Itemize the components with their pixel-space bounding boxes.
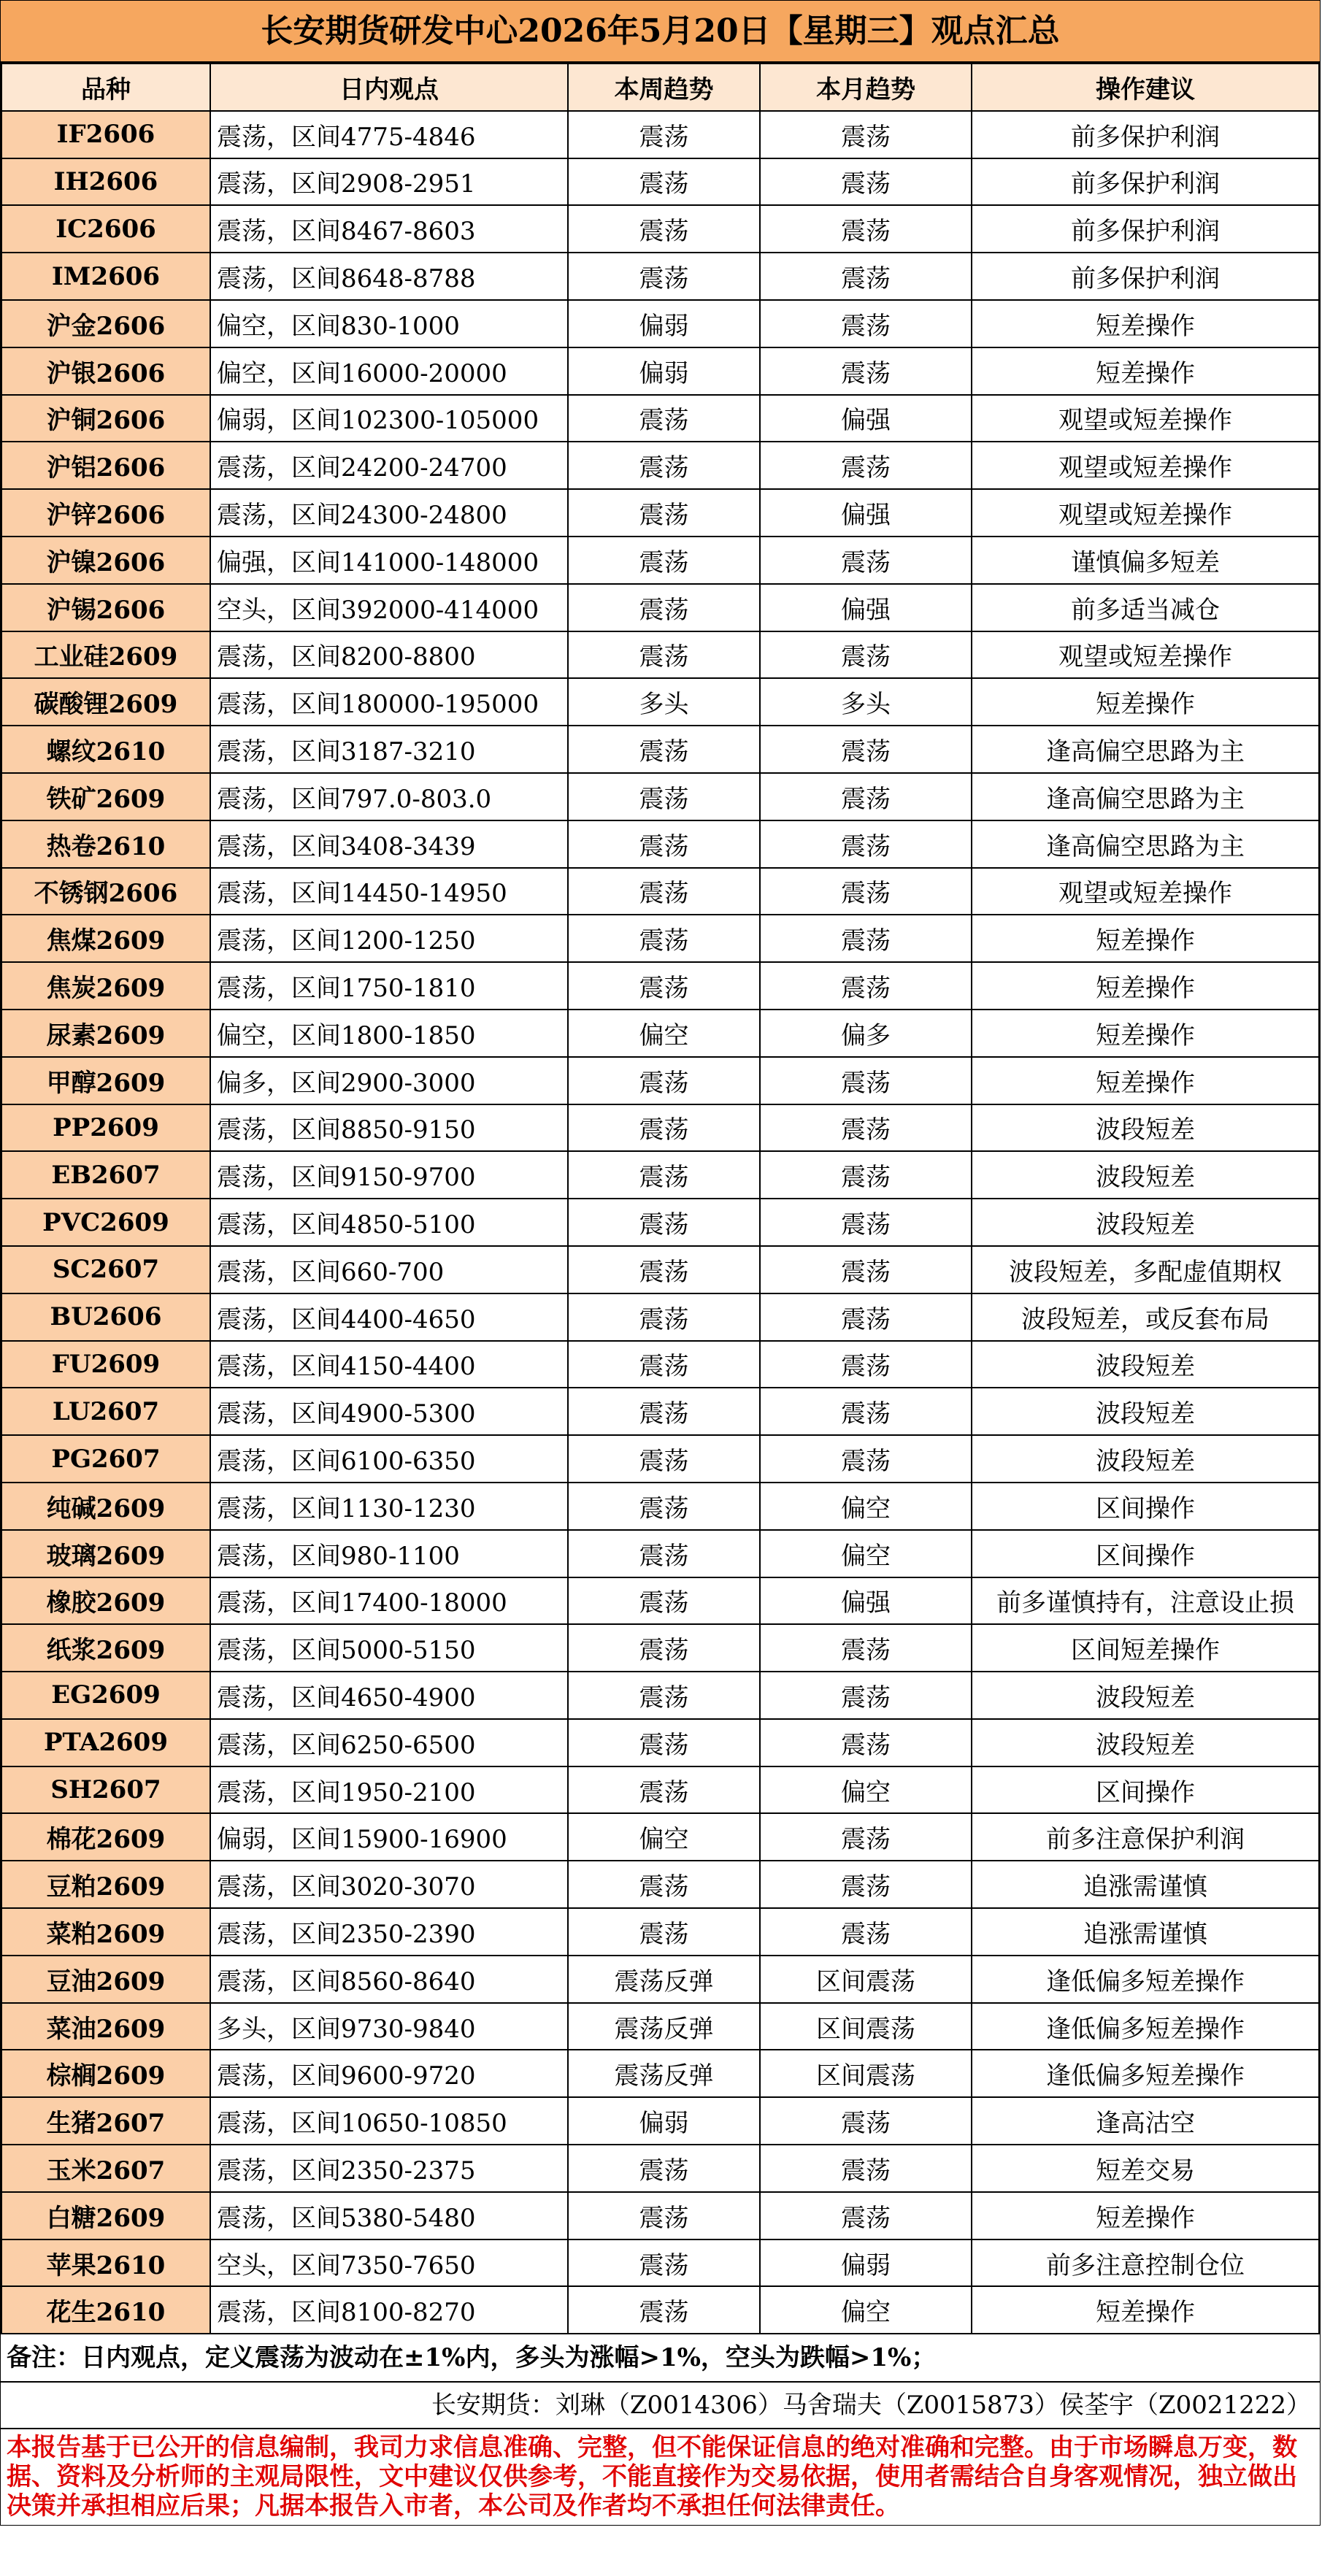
- weekly-trend-cell: 震荡: [568, 1435, 760, 1483]
- product-cell: 沪金2606: [1, 300, 210, 347]
- suggestion-cell: 逢低偏多短差操作: [972, 1956, 1319, 2003]
- monthly-trend-cell: 区间震荡: [760, 2050, 972, 2097]
- table-row: [1, 1813, 1319, 1861]
- product-cell: 白糖2609: [1, 2192, 210, 2239]
- intraday-view-cell: 震荡，区间8850-9150: [210, 1104, 568, 1152]
- product-cell: 铁矿2609: [1, 773, 210, 820]
- product-cell: 不锈钢2606: [1, 868, 210, 915]
- product-cell: 尿素2609: [1, 1010, 210, 1057]
- table-row: [1, 2097, 1319, 2145]
- product-cell: 纸浆2609: [1, 1624, 210, 1672]
- table-row: [1, 537, 1319, 584]
- suggestion-cell: 区间操作: [972, 1483, 1319, 1530]
- suggestion-cell: 前多保护利润: [972, 253, 1319, 300]
- product-cell: 橡胶2609: [1, 1577, 210, 1625]
- report-title: 长安期货研发中心2026年5月20日【星期三】观点汇总: [1, 1, 1320, 63]
- suggestion-cell: 波段短差: [972, 1672, 1319, 1719]
- weekly-trend-cell: 震荡: [568, 631, 760, 679]
- monthly-trend-cell: 震荡: [760, 1199, 972, 1246]
- suggestion-cell: 逢高偏空思路为主: [972, 773, 1319, 820]
- product-cell: 甲醇2609: [1, 1057, 210, 1104]
- suggestion-cell: 波段短差，多配虚值期权: [972, 1246, 1319, 1293]
- monthly-trend-cell: 震荡: [760, 1293, 972, 1341]
- monthly-trend-cell: 偏弱: [760, 2239, 972, 2287]
- suggestion-cell: 观望或短差操作: [972, 442, 1319, 489]
- suggestion-cell: 前多保护利润: [972, 111, 1319, 158]
- intraday-view-cell: 震荡，区间8648-8788: [210, 253, 568, 300]
- suggestion-cell: 短差操作: [972, 300, 1319, 347]
- intraday-view-cell: 震荡，区间3020-3070: [210, 1861, 568, 1908]
- monthly-trend-cell: 区间震荡: [760, 2003, 972, 2050]
- weekly-trend-cell: 偏空: [568, 1813, 760, 1861]
- table-row: [1, 1483, 1319, 1530]
- weekly-trend-cell: 震荡: [568, 584, 760, 631]
- table-row: [1, 111, 1319, 158]
- intraday-view-cell: 震荡，区间2908-2951: [210, 158, 568, 206]
- product-cell: 豆油2609: [1, 1956, 210, 2003]
- weekly-trend-cell: 多头: [568, 678, 760, 726]
- monthly-trend-cell: 震荡: [760, 300, 972, 347]
- table-row: [1, 2003, 1319, 2050]
- weekly-trend-cell: 震荡: [568, 158, 760, 206]
- intraday-view-cell: 震荡，区间4900-5300: [210, 1388, 568, 1435]
- table-row: [1, 1908, 1319, 1956]
- weekly-trend-cell: 震荡反弹: [568, 1956, 760, 2003]
- table-row: [1, 253, 1319, 300]
- monthly-trend-cell: 震荡: [760, 1719, 972, 1766]
- intraday-view-cell: 偏强，区间141000-148000: [210, 537, 568, 584]
- table-row: [1, 1246, 1319, 1293]
- suggestion-cell: 前多保护利润: [972, 205, 1319, 253]
- intraday-view-cell: 震荡，区间1750-1810: [210, 962, 568, 1010]
- product-cell: 菜油2609: [1, 2003, 210, 2050]
- weekly-trend-cell: 震荡: [568, 868, 760, 915]
- table-row: [1, 915, 1319, 962]
- suggestion-cell: 追涨需谨慎: [972, 1861, 1319, 1908]
- monthly-trend-cell: 震荡: [760, 962, 972, 1010]
- table-row: [1, 726, 1319, 773]
- intraday-view-cell: 震荡，区间8467-8603: [210, 205, 568, 253]
- table-row: [1, 1057, 1319, 1104]
- product-cell: 工业硅2609: [1, 631, 210, 679]
- intraday-view-cell: 偏弱，区间102300-105000: [210, 395, 568, 442]
- product-cell: 玉米2607: [1, 2145, 210, 2192]
- weekly-trend-cell: 震荡: [568, 726, 760, 773]
- monthly-trend-cell: 区间震荡: [760, 1956, 972, 2003]
- table-row: [1, 395, 1319, 442]
- monthly-trend-cell: 偏强: [760, 395, 972, 442]
- suggestion-cell: 短差交易: [972, 2145, 1319, 2192]
- product-cell: 焦煤2609: [1, 915, 210, 962]
- weekly-trend-cell: 震荡: [568, 2145, 760, 2192]
- table-row: [1, 820, 1319, 868]
- table-row: [1, 205, 1319, 253]
- product-cell: 沪锡2606: [1, 584, 210, 631]
- weekly-trend-cell: 震荡: [568, 1672, 760, 1719]
- table-row: [1, 2286, 1319, 2334]
- weekly-trend-cell: 偏弱: [568, 300, 760, 347]
- suggestion-cell: 前多注意控制仓位: [972, 2239, 1319, 2287]
- intraday-view-cell: 震荡，区间8100-8270: [210, 2286, 568, 2334]
- intraday-view-cell: 震荡，区间5380-5480: [210, 2192, 568, 2239]
- table-row: [1, 2239, 1319, 2287]
- suggestion-cell: 区间操作: [972, 1766, 1319, 1814]
- header-product: 品种: [1, 64, 210, 111]
- monthly-trend-cell: 震荡: [760, 537, 972, 584]
- product-cell: 螺纹2610: [1, 726, 210, 773]
- weekly-trend-cell: 震荡: [568, 2286, 760, 2334]
- product-cell: LU2607: [1, 1388, 210, 1435]
- monthly-trend-cell: 震荡: [760, 442, 972, 489]
- suggestion-cell: 短差操作: [972, 2286, 1319, 2334]
- monthly-trend-cell: 震荡: [760, 1624, 972, 1672]
- monthly-trend-cell: 偏空: [760, 1483, 972, 1530]
- suggestion-cell: 逢高沽空: [972, 2097, 1319, 2145]
- product-cell: 沪锌2606: [1, 489, 210, 537]
- monthly-trend-cell: 震荡: [760, 820, 972, 868]
- intraday-view-cell: 震荡，区间4150-4400: [210, 1341, 568, 1388]
- weekly-trend-cell: 偏空: [568, 1010, 760, 1057]
- weekly-trend-cell: 震荡: [568, 1246, 760, 1293]
- suggestion-cell: 观望或短差操作: [972, 868, 1319, 915]
- table-header-row: [1, 64, 1319, 111]
- intraday-view-cell: 震荡，区间8560-8640: [210, 1956, 568, 2003]
- intraday-view-cell: 震荡，区间980-1100: [210, 1530, 568, 1577]
- product-cell: 纯碱2609: [1, 1483, 210, 1530]
- suggestion-cell: 波段短差，或反套布局: [972, 1293, 1319, 1341]
- intraday-view-cell: 偏弱，区间15900-16900: [210, 1813, 568, 1861]
- weekly-trend-cell: 震荡: [568, 962, 760, 1010]
- product-cell: 沪镍2606: [1, 537, 210, 584]
- table-row: [1, 868, 1319, 915]
- views-table: [1, 63, 1320, 2334]
- suggestion-cell: 波段短差: [972, 1388, 1319, 1435]
- table-row: [1, 300, 1319, 347]
- table-row: [1, 773, 1319, 820]
- product-cell: PVC2609: [1, 1199, 210, 1246]
- intraday-view-cell: 偏空，区间1800-1850: [210, 1010, 568, 1057]
- intraday-view-cell: 震荡，区间17400-18000: [210, 1577, 568, 1625]
- suggestion-cell: 谨慎偏多短差: [972, 537, 1319, 584]
- footnote: 备注：日内观点，定义震荡为波动在±1%内，多头为涨幅>1%，空头为跌幅>1%；: [1, 2334, 1320, 2383]
- product-cell: 苹果2610: [1, 2239, 210, 2287]
- monthly-trend-cell: 震荡: [760, 726, 972, 773]
- table-row: [1, 1766, 1319, 1814]
- suggestion-cell: 前多保护利润: [972, 158, 1319, 206]
- product-cell: 玻璃2609: [1, 1530, 210, 1577]
- weekly-trend-cell: 震荡: [568, 1104, 760, 1152]
- table-row: [1, 489, 1319, 537]
- table-row: [1, 631, 1319, 679]
- weekly-trend-cell: 震荡: [568, 2239, 760, 2287]
- intraday-view-cell: 震荡，区间180000-195000: [210, 678, 568, 726]
- monthly-trend-cell: 震荡: [760, 1104, 972, 1152]
- intraday-view-cell: 震荡，区间6100-6350: [210, 1435, 568, 1483]
- suggestion-cell: 区间短差操作: [972, 1624, 1319, 1672]
- weekly-trend-cell: 震荡: [568, 537, 760, 584]
- weekly-trend-cell: 震荡: [568, 205, 760, 253]
- monthly-trend-cell: 震荡: [760, 1151, 972, 1199]
- product-cell: EB2607: [1, 1151, 210, 1199]
- product-cell: 棉花2609: [1, 1813, 210, 1861]
- weekly-trend-cell: 震荡: [568, 1908, 760, 1956]
- weekly-trend-cell: 震荡: [568, 1577, 760, 1625]
- table-row: [1, 1435, 1319, 1483]
- table-row: [1, 1388, 1319, 1435]
- intraday-view-cell: 震荡，区间6250-6500: [210, 1719, 568, 1766]
- monthly-trend-cell: 震荡: [760, 773, 972, 820]
- table-row: [1, 1577, 1319, 1625]
- monthly-trend-cell: 震荡: [760, 1813, 972, 1861]
- intraday-view-cell: 震荡，区间24200-24700: [210, 442, 568, 489]
- product-cell: IM2606: [1, 253, 210, 300]
- weekly-trend-cell: 震荡: [568, 111, 760, 158]
- intraday-view-cell: 震荡，区间1950-2100: [210, 1766, 568, 1814]
- product-cell: IC2606: [1, 205, 210, 253]
- suggestion-cell: 观望或短差操作: [972, 631, 1319, 679]
- table-row: [1, 1151, 1319, 1199]
- monthly-trend-cell: 震荡: [760, 1341, 972, 1388]
- monthly-trend-cell: 震荡: [760, 1908, 972, 1956]
- suggestion-cell: 波段短差: [972, 1719, 1319, 1766]
- weekly-trend-cell: 震荡: [568, 1341, 760, 1388]
- weekly-trend-cell: 震荡: [568, 1861, 760, 1908]
- monthly-trend-cell: 震荡: [760, 1246, 972, 1293]
- intraday-view-cell: 震荡，区间10650-10850: [210, 2097, 568, 2145]
- intraday-view-cell: 震荡，区间4850-5100: [210, 1199, 568, 1246]
- monthly-trend-cell: 震荡: [760, 2145, 972, 2192]
- weekly-trend-cell: 震荡: [568, 395, 760, 442]
- weekly-trend-cell: 偏弱: [568, 347, 760, 395]
- authors-line: 长安期货：刘琳（Z0014306）马舍瑞夫（Z0015873）侯荃宇（Z0021222）: [1, 2383, 1320, 2429]
- intraday-view-cell: 震荡，区间1130-1230: [210, 1483, 568, 1530]
- table-row: [1, 1956, 1319, 2003]
- suggestion-cell: 波段短差: [972, 1151, 1319, 1199]
- header-intraday-view: 日内观点: [210, 64, 568, 111]
- table-row: [1, 1199, 1319, 1246]
- intraday-view-cell: 震荡，区间14450-14950: [210, 868, 568, 915]
- suggestion-cell: 波段短差: [972, 1104, 1319, 1152]
- table-row: [1, 347, 1319, 395]
- weekly-trend-cell: 震荡: [568, 2192, 760, 2239]
- monthly-trend-cell: 震荡: [760, 868, 972, 915]
- suggestion-cell: 短差操作: [972, 678, 1319, 726]
- suggestion-cell: 逢低偏多短差操作: [972, 2050, 1319, 2097]
- product-cell: 生猪2607: [1, 2097, 210, 2145]
- monthly-trend-cell: 震荡: [760, 2097, 972, 2145]
- table-row: [1, 1624, 1319, 1672]
- product-cell: 菜粕2609: [1, 1908, 210, 1956]
- product-cell: 碳酸锂2609: [1, 678, 210, 726]
- monthly-trend-cell: 偏空: [760, 1766, 972, 1814]
- monthly-trend-cell: 震荡: [760, 347, 972, 395]
- table-row: [1, 442, 1319, 489]
- product-cell: IF2606: [1, 111, 210, 158]
- product-cell: 棕榈2609: [1, 2050, 210, 2097]
- suggestion-cell: 短差操作: [972, 347, 1319, 395]
- product-cell: 豆粕2609: [1, 1861, 210, 1908]
- header-monthly-trend: 本月趋势: [760, 64, 972, 111]
- monthly-trend-cell: 震荡: [760, 1861, 972, 1908]
- monthly-trend-cell: 震荡: [760, 915, 972, 962]
- intraday-view-cell: 震荡，区间24300-24800: [210, 489, 568, 537]
- suggestion-cell: 波段短差: [972, 1199, 1319, 1246]
- suggestion-cell: 前多适当减仓: [972, 584, 1319, 631]
- header-weekly-trend: 本周趋势: [568, 64, 760, 111]
- intraday-view-cell: 偏多，区间2900-3000: [210, 1057, 568, 1104]
- intraday-view-cell: 震荡，区间4775-4846: [210, 111, 568, 158]
- intraday-view-cell: 空头，区间392000-414000: [210, 584, 568, 631]
- table-row: [1, 1010, 1319, 1057]
- weekly-trend-cell: 震荡: [568, 1057, 760, 1104]
- suggestion-cell: 波段短差: [972, 1341, 1319, 1388]
- table-row: [1, 1104, 1319, 1152]
- weekly-trend-cell: 震荡: [568, 1388, 760, 1435]
- product-cell: FU2609: [1, 1341, 210, 1388]
- product-cell: IH2606: [1, 158, 210, 206]
- product-cell: 热卷2610: [1, 820, 210, 868]
- product-cell: BU2606: [1, 1293, 210, 1341]
- suggestion-cell: 短差操作: [972, 1010, 1319, 1057]
- suggestion-cell: 逢高偏空思路为主: [972, 820, 1319, 868]
- weekly-trend-cell: 震荡: [568, 1530, 760, 1577]
- intraday-view-cell: 震荡，区间660-700: [210, 1246, 568, 1293]
- weekly-trend-cell: 震荡: [568, 820, 760, 868]
- table-row: [1, 962, 1319, 1010]
- monthly-trend-cell: 偏空: [760, 1530, 972, 1577]
- suggestion-cell: 前多谨慎持有，注意设止损: [972, 1577, 1319, 1625]
- weekly-trend-cell: 震荡: [568, 1719, 760, 1766]
- monthly-trend-cell: 震荡: [760, 1057, 972, 1104]
- disclaimer: 本报告基于已公开的信息编制，我司力求信息准确、完整，但不能保证信息的绝对准确和完整。由于市场瞬息万变，数据、资料及分析师的主观局限性，文中建议仅供参考，不能直接作为交易依据，使用者需结合自身客观情况，独立做出决策并承担相应后果；凡据本报告入市者，本公司及作者均不承担任何法律责任。: [7, 2433, 1297, 2521]
- intraday-view-cell: 多头，区间9730-9840: [210, 2003, 568, 2050]
- monthly-trend-cell: 震荡: [760, 1388, 972, 1435]
- suggestion-cell: 短差操作: [972, 915, 1319, 962]
- intraday-view-cell: 空头，区间7350-7650: [210, 2239, 568, 2287]
- product-cell: 沪铜2606: [1, 395, 210, 442]
- table-row: [1, 2050, 1319, 2097]
- weekly-trend-cell: 震荡: [568, 253, 760, 300]
- weekly-trend-cell: 震荡: [568, 1151, 760, 1199]
- suggestion-cell: 逢高偏空思路为主: [972, 726, 1319, 773]
- intraday-view-cell: 震荡，区间9600-9720: [210, 2050, 568, 2097]
- monthly-trend-cell: 偏空: [760, 2286, 972, 2334]
- weekly-trend-cell: 震荡反弹: [568, 2003, 760, 2050]
- product-cell: 花生2610: [1, 2286, 210, 2334]
- weekly-trend-cell: 震荡: [568, 442, 760, 489]
- intraday-view-cell: 偏空，区间830-1000: [210, 300, 568, 347]
- table-row: [1, 158, 1319, 206]
- weekly-trend-cell: 震荡: [568, 1483, 760, 1530]
- weekly-trend-cell: 震荡: [568, 773, 760, 820]
- table-row: [1, 584, 1319, 631]
- monthly-trend-cell: 震荡: [760, 253, 972, 300]
- intraday-view-cell: 震荡，区间2350-2375: [210, 2145, 568, 2192]
- table-row: [1, 678, 1319, 726]
- monthly-trend-cell: 偏多: [760, 1010, 972, 1057]
- product-cell: 沪银2606: [1, 347, 210, 395]
- weekly-trend-cell: 震荡: [568, 1624, 760, 1672]
- table-row: [1, 1293, 1319, 1341]
- weekly-trend-cell: 震荡: [568, 489, 760, 537]
- product-cell: SC2607: [1, 1246, 210, 1293]
- intraday-view-cell: 震荡，区间1200-1250: [210, 915, 568, 962]
- monthly-trend-cell: 震荡: [760, 111, 972, 158]
- table-row: [1, 1719, 1319, 1766]
- intraday-view-cell: 震荡，区间3187-3210: [210, 726, 568, 773]
- intraday-view-cell: 震荡，区间3408-3439: [210, 820, 568, 868]
- intraday-view-cell: 震荡，区间5000-5150: [210, 1624, 568, 1672]
- monthly-trend-cell: 震荡: [760, 1672, 972, 1719]
- monthly-trend-cell: 偏强: [760, 584, 972, 631]
- table-row: [1, 1672, 1319, 1719]
- table-row: [1, 2192, 1319, 2239]
- product-cell: PTA2609: [1, 1719, 210, 1766]
- suggestion-cell: 短差操作: [972, 2192, 1319, 2239]
- suggestion-cell: 波段短差: [972, 1435, 1319, 1483]
- monthly-trend-cell: 震荡: [760, 631, 972, 679]
- product-cell: EG2609: [1, 1672, 210, 1719]
- intraday-view-cell: 震荡，区间2350-2390: [210, 1908, 568, 1956]
- suggestion-cell: 短差操作: [972, 962, 1319, 1010]
- suggestion-cell: 短差操作: [972, 1057, 1319, 1104]
- intraday-view-cell: 震荡，区间9150-9700: [210, 1151, 568, 1199]
- product-cell: PP2609: [1, 1104, 210, 1152]
- suggestion-cell: 逢低偏多短差操作: [972, 2003, 1319, 2050]
- weekly-trend-cell: 震荡反弹: [568, 2050, 760, 2097]
- product-cell: PG2607: [1, 1435, 210, 1483]
- header-suggestion: 操作建议: [972, 64, 1319, 111]
- monthly-trend-cell: 震荡: [760, 158, 972, 206]
- table-body: [1, 111, 1319, 2334]
- product-cell: 沪铝2606: [1, 442, 210, 489]
- suggestion-cell: 追涨需谨慎: [972, 1908, 1319, 1956]
- weekly-trend-cell: 震荡: [568, 1293, 760, 1341]
- product-cell: 焦炭2609: [1, 962, 210, 1010]
- suggestion-cell: 前多注意保护利润: [972, 1813, 1319, 1861]
- intraday-view-cell: 震荡，区间4650-4900: [210, 1672, 568, 1719]
- weekly-trend-cell: 偏弱: [568, 2097, 760, 2145]
- table-row: [1, 1861, 1319, 1908]
- monthly-trend-cell: 多头: [760, 678, 972, 726]
- product-cell: SH2607: [1, 1766, 210, 1814]
- suggestion-cell: 观望或短差操作: [972, 395, 1319, 442]
- weekly-trend-cell: 震荡: [568, 1199, 760, 1246]
- table-row: [1, 1341, 1319, 1388]
- intraday-view-cell: 震荡，区间8200-8800: [210, 631, 568, 679]
- monthly-trend-cell: 震荡: [760, 2192, 972, 2239]
- monthly-trend-cell: 偏强: [760, 1577, 972, 1625]
- intraday-view-cell: 震荡，区间797.0-803.0: [210, 773, 568, 820]
- intraday-view-cell: 偏空，区间16000-20000: [210, 347, 568, 395]
- intraday-view-cell: 震荡，区间4400-4650: [210, 1293, 568, 1341]
- suggestion-cell: 观望或短差操作: [972, 489, 1319, 537]
- suggestion-cell: 区间操作: [972, 1530, 1319, 1577]
- weekly-trend-cell: 震荡: [568, 1766, 760, 1814]
- monthly-trend-cell: 偏强: [760, 489, 972, 537]
- weekly-trend-cell: 震荡: [568, 915, 760, 962]
- monthly-trend-cell: 震荡: [760, 205, 972, 253]
- table-row: [1, 1530, 1319, 1577]
- table-row: [1, 2145, 1319, 2192]
- monthly-trend-cell: 震荡: [760, 1435, 972, 1483]
